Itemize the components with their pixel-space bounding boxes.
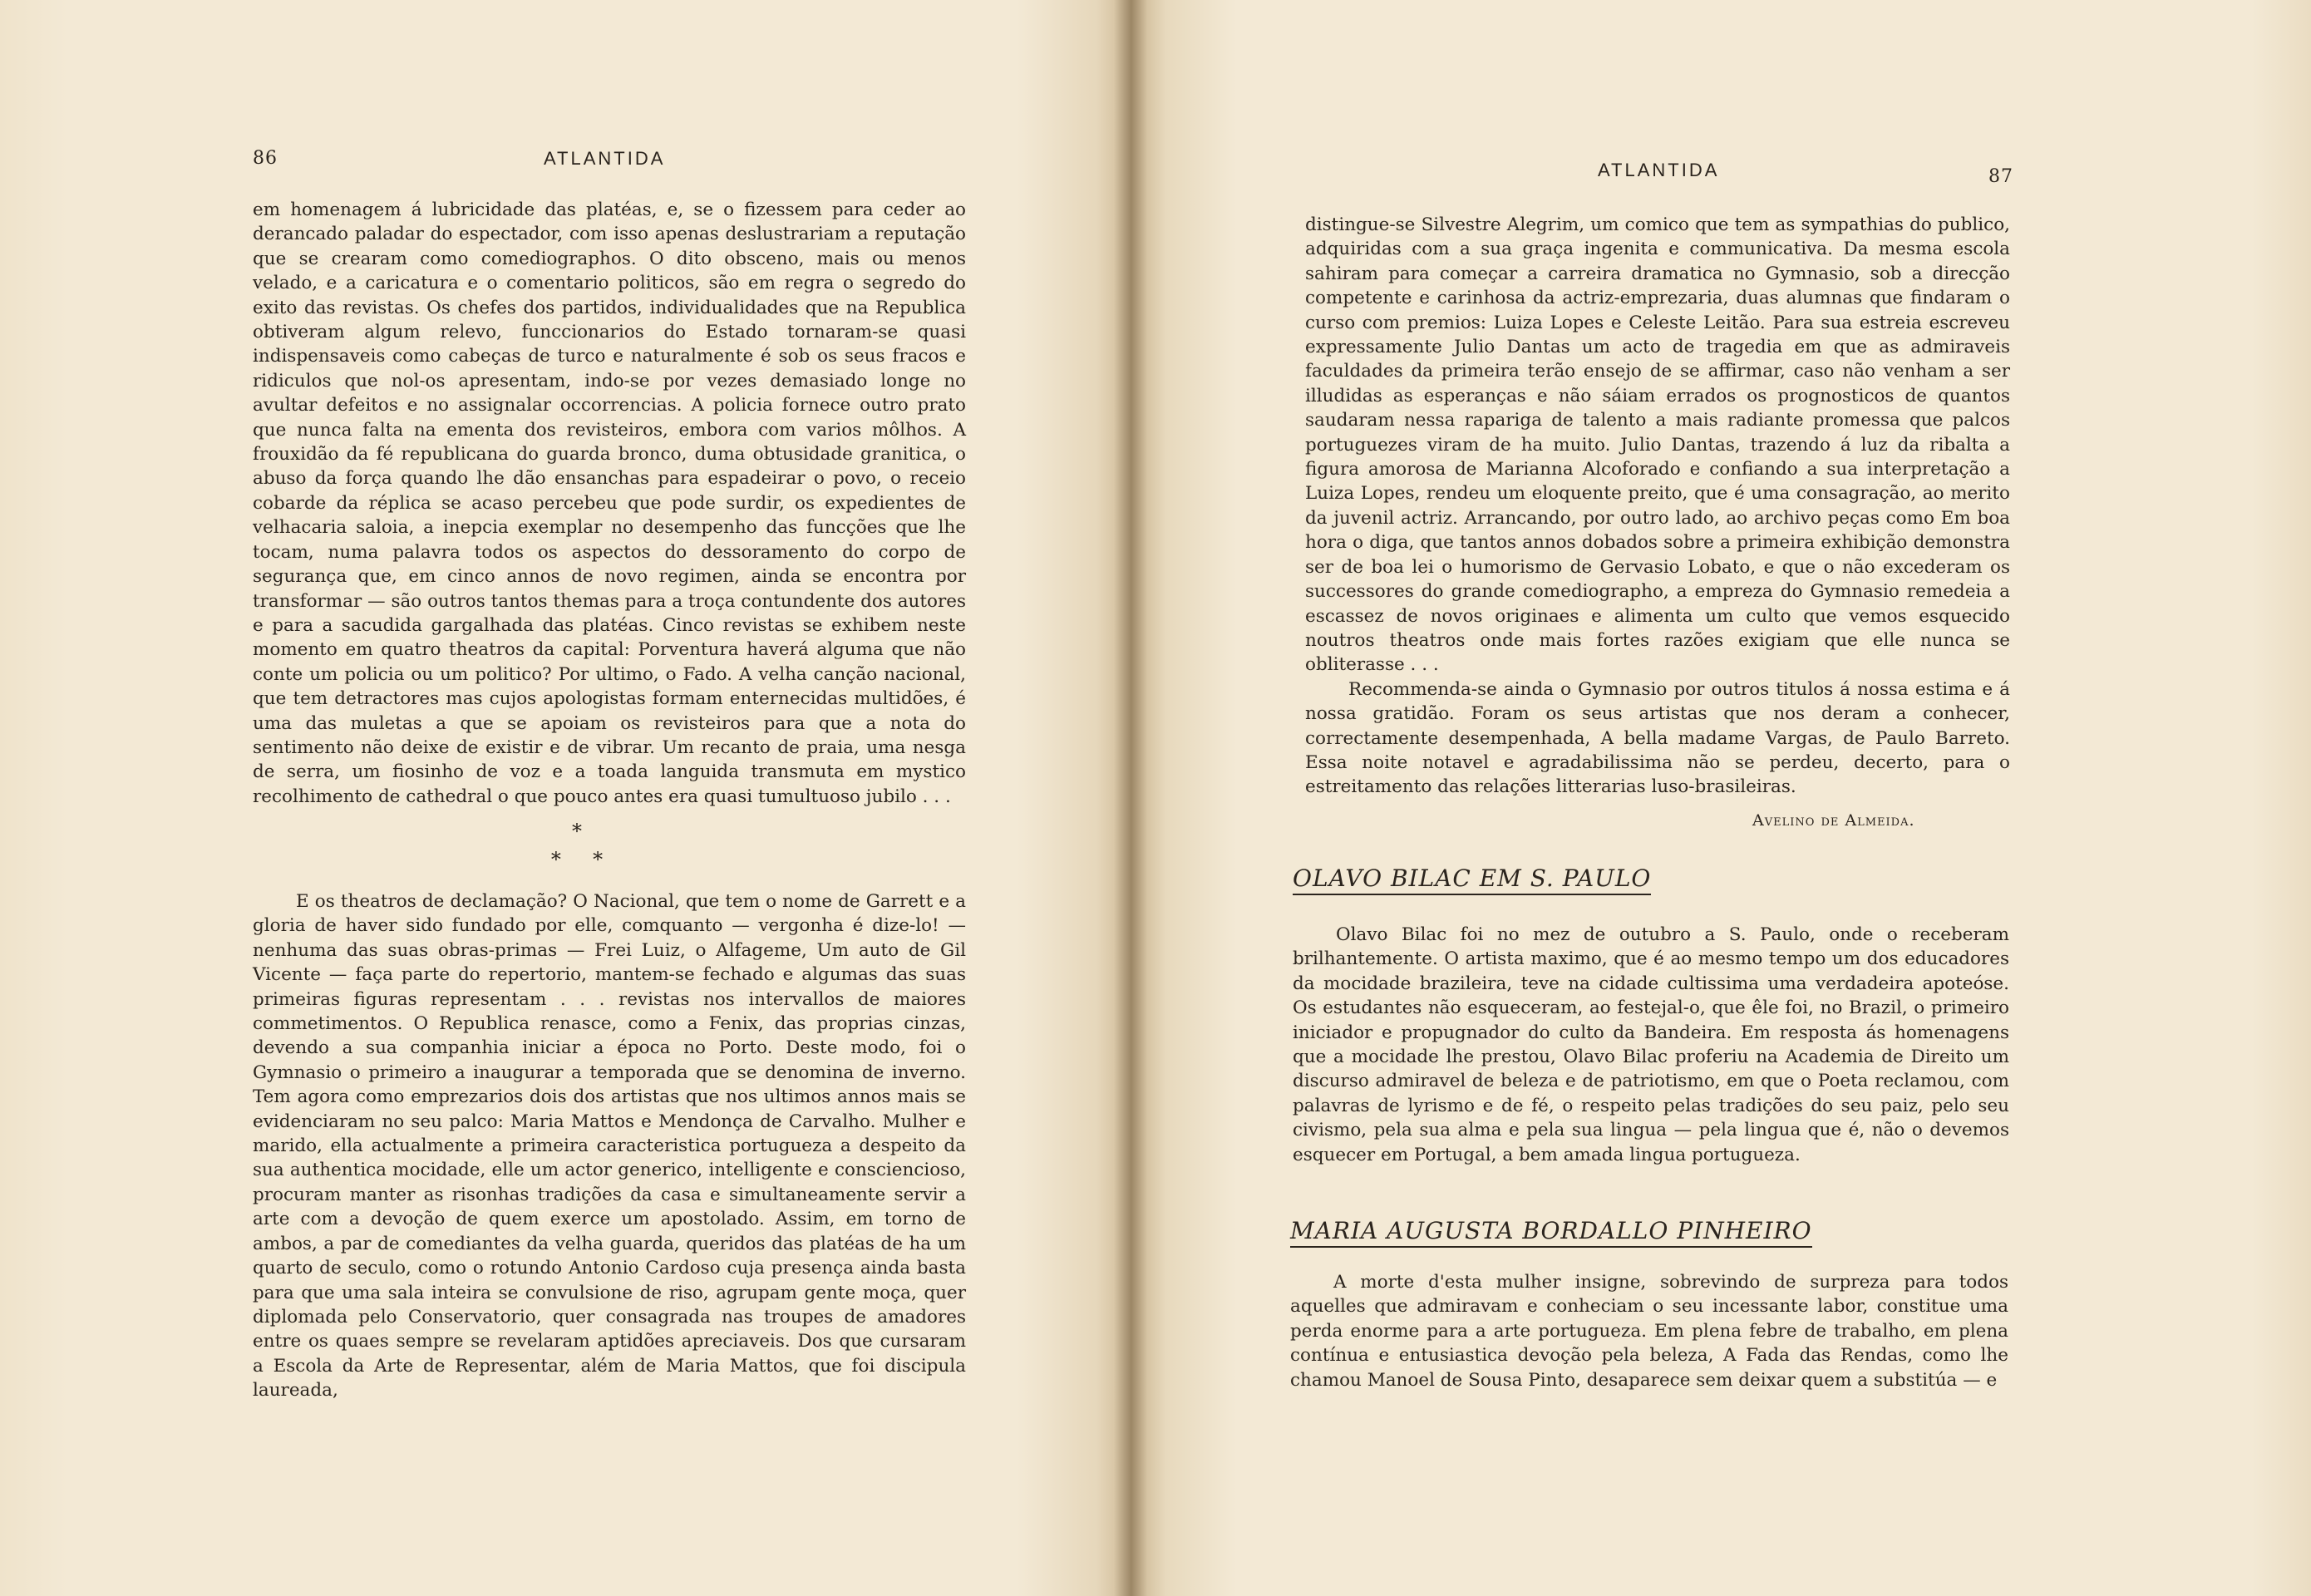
body-paragraph [253,198,966,809]
section-title: OLAVO BILAC EM S. PAULO [1293,864,1651,895]
body-paragraph [1305,213,2010,800]
paragraph-text: Recommenda-se ainda o Gymnasio por outros titulos á nossa estima e á nossa gratidão. Foram os seus artistas que nos deram a conhecer, correctamente desempenhada, A bella madame Vargas, de Paulo Barreto. Essa noite notavel e agradabilissima não se perdeu, decerto, para o estreitamento das relações litterarias luso-brasileiras. [1305,678,2010,798]
paragraph-text: distingue-se Silvestre Alegrim, um comico que tem as sympathias do publico, adquiridas com a sua graça ingenita e communicativa. Da mesma escola sahiram para começar a carreira dramatica no Gymnasio, sob a direcção competente e carinhosa da actriz-emprezaria, duas alumnas que findaram o curso com premios: Luiza Lopes e Celeste Leitão. Para sua estreia escreveu expressamente Julio Dantas um acto de tragedia em que as admiraveis faculdades da primeira terão ensejo de se affirmar, caso não venham a ser illudidas as esperanças e não sáiam errados os prognosticos de quantos saudaram nessa rapariga de talento a mais radiante promessa que palcos portuguezes viram de ha muito. Julio Dantas, trazendo á luz da ribalta a figura amorosa de Marianna Alcoforado e confiando a sua interpretação a Luiza Lopes, rendeu um eloquente preito, que é uma consagração, ao merito da juvenil actriz. Arrancando, por outro lado, ao archivo peças como Em boa hora o diga, que tantos annos dobados sobre a primeira exhibição demonstra ser de boa lei o humorismo de Gervasio Lobato, e que o não excederam os successores do grande comediographo, a empreza do Gymnasio remedeia a escassez de novos originaes e alimenta um culto que vemos esquecido noutros theatros onde mais fortes razões exigiam que elle nunca se obliterasse . . . [1305,214,2010,676]
section-title: MARIA AUGUSTA BORDALLO PINHEIRO [1290,1217,1812,1248]
paragraph-text: Olavo Bilac foi no mez de outubro a S. Paulo, onde o receberam brilhantemente. O artista maximo, que é ao mesmo tempo um dos educadores da mocidade brazileira, teve na cidade cultissima uma verdadeira apoteóse. Os estudantes não esqueceram, ao festejal-o, que êle foi, no Brazil, o primeiro iniciador e propugnador do culto da Bandeira. Em resposta ás homenagens que a mocidade lhe prestou, Olavo Bilac proferiu na Academia de Direito um discurso admiravel de beleza e de patriotismo, em que o Poeta reclamou, com palavras de lyrismo e de fé, o respeito pelas tradições do seu paiz, pelo seu civismo, pela sua alma e pela sua lingua — pela lingua que é, não o devemos esquecer em Portugal, a bem amada lingua portugueza. [1293,924,2009,1165]
running-head: ATLANTIDA [544,148,666,169]
section-separator-bottom: * * [550,848,604,871]
body-paragraph [1293,923,2009,1167]
paragraph-text: A morte d'esta mulher insigne, sobrevindo de surpreza para todos aquelles que admiravam e conheciam o seu incessante labor, constitue uma perda enorme para a arte portugueza. Em plena febre de trabalho, em plena contínua e entusiastica devoção pela beleza, A Fada das Rendas, como lhe chamou Manoel de Sousa Pinto, desaparece sem deixar quem a substitúa — e [1290,1272,2008,1391]
book-gutter [1114,0,1147,1596]
paragraph-text: E os theatros de declamação? O Nacional, que tem o nome de Garrett e a gloria de haver sido fundado por elle, comquanto — vergonha é dize-lo! — nenhuma das suas obras-primas — Frei Luiz, o Alfageme, Um auto de Gil Vicente — faça parte do repertorio, mantem-se fechado e algumas das suas primeiras figuras representam . . . revistas nos intervallos de maiores commetimentos. O Republica renasce, como a Fenix, das proprias cinzas, devendo a sua companhia iniciar a época no Porto. Deste modo, foi o Gymnasio o primeiro a inaugurar a temporada que se denomina de inverno. Tem agora como emprezarios dois dos artistas que nos ultimos annos mais se evidenciaram no seu palco: Maria Mattos e Mendonça de Carvalho. Mulher e marido, ella actualmente a primeira caracteristica portugueza a despeito da sua authentica mocidade, elle um actor generico, intelligente e consciencioso, procuram manter as risonhas tradições da casa e simultaneamente servir a arte com a devoção de quem exerce um apostolado. Assim, em torno de ambos, a par de comediantes da velha guarda, queridos das platéas de ha um quarto de seculo, como o rotundo Antonio Cardoso cuja presença ainda basta para que uma sala inteira se convulsione de riso, agrupam gente moça, quer diplomada pelo Conservatorio, quer consagrada nas troupes de amadores entre os quaes sempre se revelaram aptidões apreciaveis. Dos que cursaram a Escola da Arte de Representar, além de Maria Mattos, que foi discipula laureada, [253,891,966,1401]
left-page [0,0,1131,1596]
page-number: 86 [253,148,278,169]
body-paragraph [1290,1270,2008,1392]
running-head: ATLANTIDA [1598,160,1720,180]
right-page [1131,0,2311,1596]
article-signature: Avelino de Almeida. [1752,811,1915,830]
section-separator-top: * [572,820,582,843]
body-paragraph [253,889,966,1403]
paragraph-text: em homenagem á lubricidade das platéas, e, se o fizessem para ceder ao derancado paladar do espectador, com isso apenas deslustrariam a reputação que se crearam como comediographos. O dito obsceno, mais ou menos velado, e a caricatura e o comentario politicos, são em regra o segredo do exito das revistas. Os chefes dos partidos, individualidades que na Republica obtiveram algum relevo, funccionarios do Estado tornaram-se quasi indispensaveis como cabeças de turco e naturalmente é sob os seus fracos e ridiculos que nol-os apresentam, indo-se por vezes demasiado longe no avultar defeitos e no assignalar occorrencias. A policia fornece outro prato que nunca falta na ementa dos revisteiros, embora com varios môlhos. A frouxidão da fé republicana do guarda bronco, duma obtusidade granitica, o abuso da força quando lhe dão ensanchas para espadeirar o povo, o receio cobarde da réplica se acaso percebeu que pode surdir, os expedientes de velhacaria saloia, a inepcia exemplar no desempenho das funcções que lhe tocam, numa palavra todos os aspectos do dessoramento do corpo de segurança que, em cinco annos de novo regimen, ainda se encontra por transformar — são outros tantos themas para a troça contundente dos autores e para a sacudida gargalhada das platéas. Cinco revistas se exhibem neste momento em quatro theatros da capital: Porventura haverá alguma que não conte um policia ou um politico? Por ultimo, o Fado. A velha canção nacional, que tem detractores mas cujos apologistas formam enternecidas multidões, é uma das muletas a que se apoiam os revisteiros para que a nota do sentimento não deixe de existir e de vibrar. Um recanto de praia, uma nesga de serra, um fiosinho de voz e a toada languida transmuta em mystico recolhimento de cathedral o que pouco antes era quasi tumultuoso jubilo . . . [253,200,966,807]
page-number: 87 [1988,166,2013,187]
